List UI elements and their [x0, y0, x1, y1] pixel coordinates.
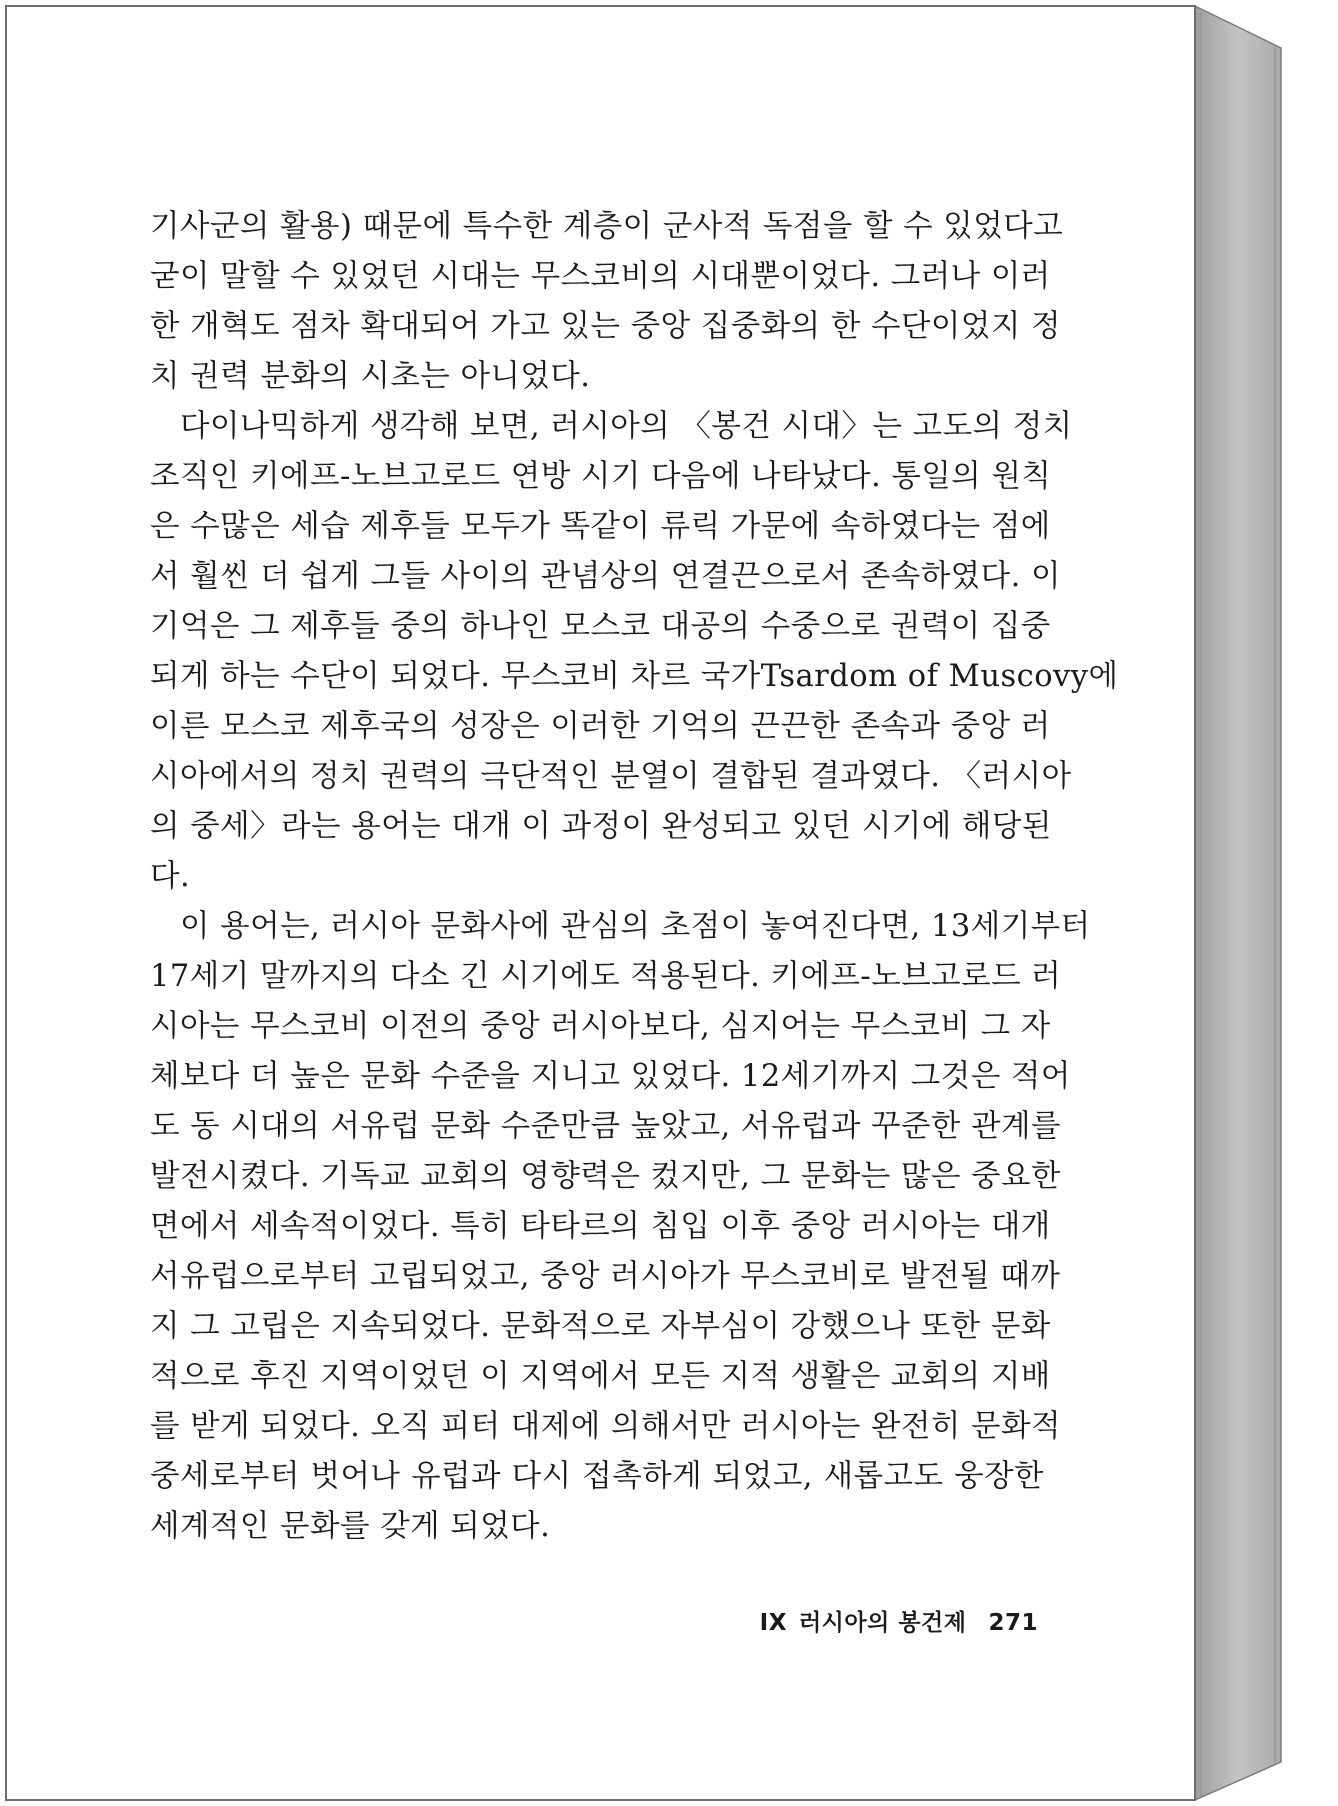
paragraph-2 [150, 402, 1119, 902]
text-line: 기억은 그 제후들 중의 하나인 모스코 대공의 수중으로 권력이 집중 [150, 609, 1051, 644]
text-line: 이른 모스코 제후국의 성장은 이러한 기억의 끈끈한 존속과 중앙 러 [150, 709, 1051, 744]
paragraph-3 [150, 902, 1091, 1552]
text-line: 이 용어는, 러시아 문화사에 관심의 초점이 놓여진다면, 13세기부터 [180, 909, 1091, 944]
text-line: 다. [150, 859, 191, 894]
book-page [6, 6, 1195, 1800]
page-number: 271 [988, 1610, 1038, 1636]
text-line: 다이나믹하게 생각해 보면, 러시아의 〈봉건 시대〉는 고도의 정치 [180, 409, 1073, 444]
paragraph-1 [150, 202, 1064, 402]
running-footer [760, 1604, 1038, 1637]
text-line: 기사군의 활용) 때문에 특수한 계층이 군사적 독점을 할 수 있었다고 [150, 209, 1064, 244]
text-line: 17세기 말까지의 다소 긴 시기에도 적용된다. 키에프-노브고로드 러 [150, 959, 1062, 994]
text-line: 를 받게 되었다. 오직 피터 대제에 의해서만 러시아는 완전히 문화적 [150, 1409, 1061, 1444]
text-line: 세계적인 문화를 갖게 되었다. [150, 1509, 551, 1544]
text-line: 지 그 고립은 지속되었다. 문화적으로 자부심이 강했으나 또한 문화 [150, 1309, 1051, 1344]
text-line: 중세로부터 벗어나 유럽과 다시 접촉하게 되었고, 새롭고도 웅장한 [150, 1459, 1044, 1494]
text-line: 서 훨씬 더 쉽게 그들 사이의 관념상의 연결끈으로서 존속하였다. 이 [150, 559, 1061, 594]
text-line: 도 동 시대의 서유럽 문화 수준만큼 높았고, 서유럽과 꾸준한 관계를 [150, 1109, 1061, 1144]
text-line: 시아에서의 정치 권력의 극단적인 분열이 결합된 결과였다. 〈러시아 [150, 759, 1072, 794]
text-line: 되게 하는 수단이 되었다. 무스코비 차르 국가Tsardom of Muscovy에 [150, 659, 1119, 694]
chapter-number: IX [759, 1610, 787, 1636]
text-line: 은 수많은 세습 제후들 모두가 똑같이 류릭 가문에 속하였다는 점에 [150, 509, 1051, 544]
text-line: 적으로 후진 지역이었던 이 지역에서 모든 지적 생활은 교회의 지배 [150, 1359, 1051, 1394]
text-line: 조직인 키에프-노브고로드 연방 시기 다음에 나타났다. 통일의 원칙 [150, 459, 1052, 494]
text-line: 서유럽으로부터 고립되었고, 중앙 러시아가 무스코비로 발전될 때까 [150, 1259, 1061, 1294]
text-line: 체보다 더 높은 문화 수준을 지니고 있었다. 12세기까지 그것은 적어 [150, 1059, 1071, 1094]
text-line: 의 중세〉라는 용어는 대개 이 과정이 완성되고 있던 시기에 해당된 [150, 809, 1052, 844]
book-side-edge [1195, 6, 1281, 1800]
text-line: 굳이 말할 수 있었던 시대는 무스코비의 시대뿐이었다. 그러나 이러 [150, 259, 1051, 294]
text-line: 치 권력 분화의 시초는 아니었다. [150, 359, 591, 394]
text-line: 한 개혁도 점차 확대되어 가고 있는 중앙 집중화의 한 수단이었지 정 [150, 309, 1061, 344]
text-line: 발전시켰다. 기독교 교회의 영향력은 컸지만, 그 문화는 많은 중요한 [150, 1159, 1061, 1194]
chapter-title: 러시아의 봉건제 [798, 1610, 967, 1636]
text-line: 시아는 무스코비 이전의 중앙 러시아보다, 심지어는 무스코비 그 자 [150, 1009, 1051, 1044]
body-text [150, 202, 1119, 1552]
text-line: 면에서 세속적이었다. 특히 타타르의 침입 이후 중앙 러시아는 대개 [150, 1209, 1051, 1244]
